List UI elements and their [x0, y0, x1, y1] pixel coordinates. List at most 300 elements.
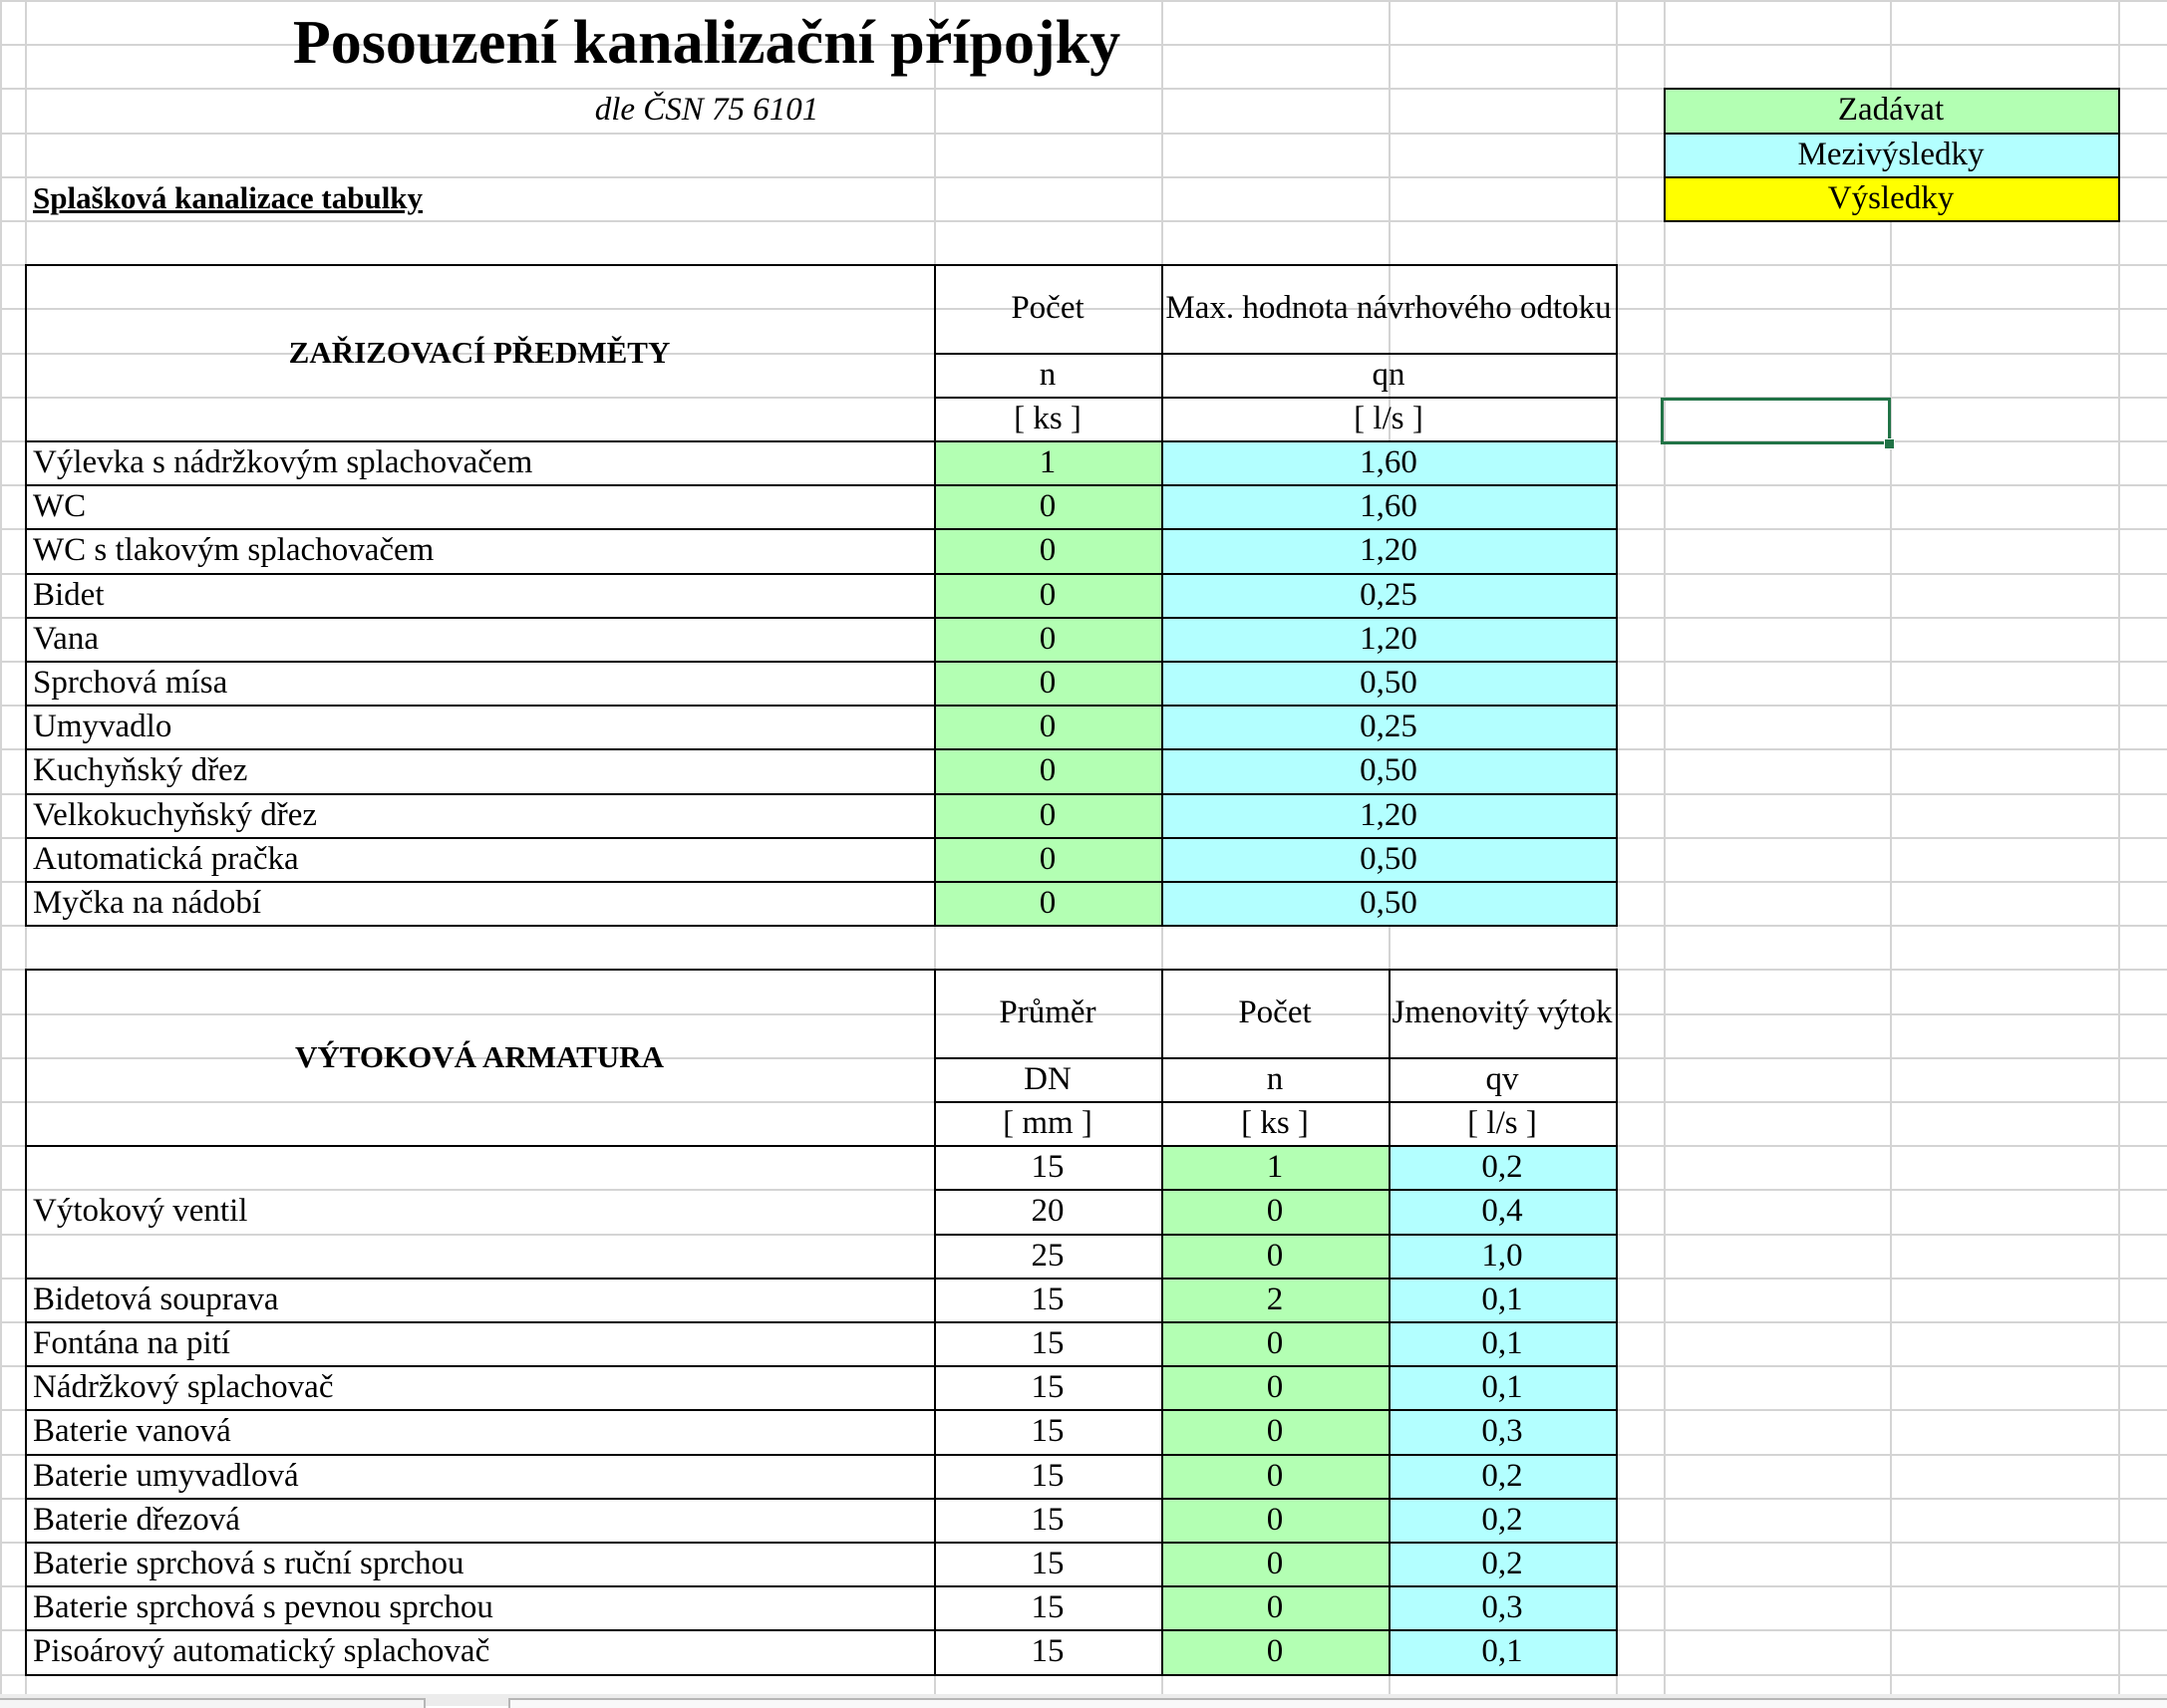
fixture-count[interactable]: 0 [1039, 620, 1057, 657]
cell-border [25, 1321, 936, 1323]
fitting-count[interactable]: 0 [1266, 1457, 1284, 1494]
cell-border [1161, 837, 1163, 883]
cell-border [934, 1498, 936, 1544]
cell-border [1161, 1542, 1163, 1587]
fitting-name: Pisoárový automatický splachovač [33, 1633, 490, 1670]
table2-count-header: Počet [1238, 995, 1312, 1031]
selected-cell[interactable] [1661, 398, 1891, 444]
table2-count-symbol: n [1266, 1060, 1284, 1097]
cell-border [1161, 837, 1618, 839]
fixture-count[interactable]: 0 [1039, 532, 1057, 569]
cell-border [2118, 88, 2120, 135]
cell-border [1161, 881, 1163, 927]
fitting-name: Baterie sprchová s ruční sprchou [33, 1545, 464, 1581]
cell-border [1161, 1189, 1391, 1191]
table2-flow-header: Jmenovitý výtok [1392, 995, 1613, 1031]
fitting-flow: 0,2 [1481, 1545, 1523, 1581]
cell-border [934, 1365, 936, 1411]
cell-border [25, 1409, 936, 1411]
cell-border [25, 837, 27, 883]
cell-border [934, 1321, 1163, 1323]
cell-border [25, 661, 936, 663]
cell-border [934, 793, 1163, 795]
cell-border [25, 925, 936, 927]
cell-border [25, 1542, 27, 1587]
cell-border [934, 1674, 1163, 1676]
cell-border [25, 617, 936, 619]
fixture-count[interactable]: 0 [1039, 840, 1057, 877]
cell-border [1161, 1365, 1163, 1411]
cell-border [934, 1145, 936, 1191]
cell-border [25, 264, 27, 442]
cell-border [1161, 1321, 1163, 1367]
cell-border [934, 617, 936, 663]
cell-border [1161, 573, 1618, 575]
section-label: Splašková kanalizace tabulky [33, 180, 424, 216]
cell-border [25, 748, 27, 795]
cell-border [1616, 661, 1618, 707]
cell-border [1161, 1674, 1391, 1676]
cell-border [934, 1454, 1163, 1456]
cell-border [1389, 969, 1618, 971]
cell-border [25, 881, 27, 927]
fitting-count[interactable]: 0 [1266, 1368, 1284, 1405]
gridline-vertical [1890, 0, 1892, 1706]
fitting-dn: 15 [1031, 1368, 1065, 1405]
fitting-flow: 0,2 [1481, 1457, 1523, 1494]
cell-border [1616, 1585, 1618, 1631]
table1-count-symbol: n [1039, 356, 1057, 393]
cell-border [934, 1365, 1163, 1367]
cell-border [934, 440, 936, 486]
cell-border [25, 1629, 936, 1631]
cell-border [934, 528, 936, 575]
cell-border [934, 1189, 936, 1236]
fixture-flow: 0,25 [1360, 576, 1417, 613]
cell-border [934, 617, 1163, 619]
cell-border [1664, 88, 1666, 135]
fitting-dn: 15 [1031, 1501, 1065, 1538]
cell-border [1389, 1278, 1391, 1323]
cell-border [1161, 484, 1163, 530]
fitting-count[interactable]: 2 [1266, 1281, 1284, 1317]
cell-border [1161, 1057, 1163, 1103]
cell-border [934, 925, 1163, 927]
fitting-name: Fontána na pití [33, 1324, 230, 1361]
cell-border [25, 1585, 936, 1587]
cell-border [25, 1674, 936, 1676]
fitting-flow: 0,3 [1481, 1413, 1523, 1450]
fitting-count[interactable]: 0 [1266, 1501, 1284, 1538]
fixture-name: Automatická pračka [33, 840, 299, 877]
cell-border [934, 969, 936, 1059]
cell-border [1616, 484, 1618, 530]
cell-border [934, 353, 936, 399]
fitting-dn: 15 [1031, 1324, 1065, 1361]
cell-border [25, 1278, 936, 1280]
cell-border [25, 1498, 27, 1544]
fitting-dn: 15 [1031, 1148, 1065, 1185]
cell-border [1616, 1234, 1618, 1280]
cell-border [1161, 1234, 1391, 1236]
fixture-count[interactable]: 0 [1039, 796, 1057, 833]
cell-border [934, 1321, 936, 1367]
sheet-tab[interactable] [0, 1698, 426, 1708]
cell-border [934, 1057, 936, 1103]
fixture-name: Velkokuchyňský dřez [33, 796, 318, 833]
cell-border [25, 440, 936, 442]
cell-border [1161, 705, 1163, 750]
cell-border [1161, 793, 1618, 795]
table1-flow-unit: [ l/s ] [1354, 400, 1423, 436]
cell-border [1389, 1498, 1391, 1544]
cell-border [934, 484, 1163, 486]
cell-border [25, 793, 27, 839]
cell-border [1616, 617, 1618, 663]
cell-border [934, 573, 936, 619]
fixture-count[interactable]: 0 [1039, 576, 1057, 613]
fitting-dn: 25 [1031, 1237, 1065, 1274]
cell-border [25, 748, 936, 750]
cell-border [1161, 617, 1163, 663]
cell-border [1389, 1542, 1618, 1544]
table1-heading: ZAŘIZOVACÍ PŘEDMĚTY [288, 334, 671, 370]
cell-border [934, 1145, 1163, 1147]
cell-border [1616, 1542, 1618, 1587]
cell-border [25, 793, 936, 795]
cell-border [25, 1409, 27, 1456]
fixture-name: Výlevka s nádržkovým splachovačem [33, 443, 533, 480]
cell-border [25, 1454, 27, 1500]
cell-border [1161, 1498, 1391, 1500]
table2-flow-unit: [ l/s ] [1467, 1104, 1537, 1141]
cell-border [934, 1454, 936, 1500]
fitting-dn: 15 [1031, 1413, 1065, 1450]
fitting-name: Baterie dřezová [33, 1501, 240, 1538]
fixture-flow: 1,60 [1360, 443, 1417, 480]
fitting-dn: 15 [1031, 1281, 1065, 1317]
cell-border [934, 969, 1163, 971]
cell-border [1161, 881, 1618, 883]
fixture-flow: 0,50 [1360, 664, 1417, 701]
cell-border [934, 1409, 1163, 1411]
cell-border [1389, 1585, 1618, 1587]
cell-border [1389, 1145, 1391, 1191]
cell-border [1616, 1189, 1618, 1236]
cell-border [1664, 176, 2120, 178]
horizontal-scrollbar[interactable] [508, 1698, 2167, 1708]
cell-border [1664, 133, 1666, 178]
cell-border [934, 1542, 936, 1587]
cell-border [25, 1321, 27, 1367]
cell-border [1389, 1365, 1391, 1411]
cell-border [25, 705, 27, 750]
cell-border [1161, 1101, 1163, 1147]
table2-dn-symbol: DN [1024, 1060, 1072, 1097]
cell-border [934, 528, 1163, 530]
cell-border [934, 1629, 1163, 1631]
cell-border [1161, 617, 1618, 619]
fitting-name: Baterie sprchová s pevnou sprchou [33, 1588, 493, 1625]
cell-border [1389, 1409, 1391, 1456]
cell-border [2118, 176, 2120, 222]
table2-dn-unit: [ mm ] [1003, 1104, 1092, 1141]
fitting-count[interactable]: 0 [1266, 1193, 1284, 1230]
cell-border [1161, 1189, 1163, 1236]
fitting-count[interactable]: 0 [1266, 1237, 1284, 1274]
cell-border [1161, 1629, 1163, 1676]
cell-border [1664, 220, 2120, 222]
cell-border [1161, 1057, 1391, 1059]
cell-border [1161, 1101, 1391, 1103]
cell-border [1161, 1321, 1391, 1323]
cell-border [934, 397, 936, 442]
table1-flow-header: Max. hodnota návrhového odtoku [1165, 290, 1612, 327]
cell-border [1616, 1498, 1618, 1544]
table1-count-header: Počet [1011, 290, 1084, 327]
cell-border [1161, 1409, 1391, 1411]
fixture-name: Bidet [33, 576, 105, 613]
cell-border [25, 661, 27, 707]
cell-border [25, 1542, 936, 1544]
cell-border [25, 440, 27, 486]
cell-border [1389, 1585, 1391, 1631]
fixture-name: Kuchyňský dřez [33, 752, 248, 789]
fixture-count[interactable]: 0 [1039, 664, 1057, 701]
cell-border [1161, 969, 1391, 971]
cell-border [934, 705, 1163, 707]
cell-border [1616, 1321, 1618, 1367]
fitting-flow: 0,2 [1481, 1148, 1523, 1185]
fitting-flow: 0,1 [1481, 1368, 1523, 1405]
legend-label: Mezivýsledky [1797, 136, 1985, 172]
cell-border [1389, 1321, 1618, 1323]
fitting-count[interactable]: 0 [1266, 1588, 1284, 1625]
cell-border [1161, 440, 1163, 486]
cell-border [25, 969, 27, 1147]
cell-border [1616, 397, 1618, 442]
cell-border [25, 264, 936, 266]
cell-border [1161, 748, 1618, 750]
cell-border [1161, 1409, 1163, 1456]
cell-border [1161, 1278, 1391, 1280]
cell-border [934, 748, 1163, 750]
cell-border [25, 1454, 936, 1456]
cell-border [1161, 1454, 1391, 1456]
cell-border [1616, 440, 1618, 486]
fitting-count[interactable]: 0 [1266, 1633, 1284, 1670]
cell-border [25, 1365, 936, 1367]
fitting-flow: 0,1 [1481, 1281, 1523, 1317]
cell-border [934, 1585, 1163, 1587]
cell-border [25, 1498, 936, 1500]
gridline-vertical [2118, 0, 2120, 1706]
page-title: Posouzení kanalizační přípojky [292, 9, 1121, 78]
cell-border [25, 1145, 27, 1280]
fixture-count[interactable]: 0 [1039, 487, 1057, 524]
cell-border [1664, 88, 2120, 90]
fixture-name: WC s tlakovým splachovačem [33, 532, 435, 569]
fixture-flow: 0,50 [1360, 884, 1417, 921]
table2-flow-symbol: qv [1485, 1060, 1519, 1097]
cell-border [1616, 573, 1618, 619]
gridline-vertical [1664, 0, 1666, 1706]
cell-border [1389, 1629, 1618, 1631]
cell-border [1161, 1542, 1391, 1544]
cell-border [1389, 1101, 1618, 1103]
cell-border [934, 573, 1163, 575]
cell-border [1616, 1409, 1618, 1456]
cell-border [934, 1278, 1163, 1280]
cell-border [1389, 1454, 1391, 1500]
cell-border [934, 264, 936, 355]
fill-handle[interactable] [1884, 438, 1895, 449]
cell-border [25, 484, 27, 530]
fixture-count[interactable]: 0 [1039, 884, 1057, 921]
cell-border [1161, 1585, 1163, 1631]
cell-border [1161, 1234, 1163, 1280]
fixture-flow: 1,20 [1360, 532, 1417, 569]
cell-border [1616, 1278, 1618, 1323]
cell-border [2118, 133, 2120, 178]
cell-border [1161, 397, 1163, 442]
fixture-count[interactable]: 1 [1039, 443, 1057, 480]
cell-border [1161, 528, 1163, 575]
cell-border [25, 969, 936, 971]
cell-border [25, 837, 936, 839]
cell-border [1616, 881, 1618, 927]
table1-flow-symbol: qn [1372, 356, 1405, 393]
cell-border [934, 1234, 936, 1280]
cell-border [934, 264, 1163, 266]
fitting-name: Baterie umyvadlová [33, 1457, 299, 1494]
cell-border [1161, 748, 1163, 795]
cell-border [1161, 573, 1163, 619]
cell-border [1616, 264, 1618, 355]
cell-border [1161, 925, 1618, 927]
cell-border [1161, 397, 1618, 399]
cell-border [1389, 1189, 1618, 1191]
fixture-flow: 0,50 [1360, 840, 1417, 877]
fixture-flow: 1,60 [1360, 487, 1417, 524]
gridline-vertical [0, 0, 2, 1706]
fitting-flow: 0,1 [1481, 1324, 1523, 1361]
fitting-dn: 15 [1031, 1588, 1065, 1625]
fixture-count[interactable]: 0 [1039, 752, 1057, 789]
cell-border [25, 1629, 27, 1676]
cell-border [1161, 353, 1618, 355]
fitting-flow: 1,0 [1481, 1237, 1523, 1274]
cell-border [1161, 1145, 1163, 1191]
fixture-name: Vana [33, 620, 99, 657]
fitting-count[interactable]: 0 [1266, 1413, 1284, 1450]
cell-border [25, 484, 936, 486]
cell-border [934, 837, 1163, 839]
cell-border [25, 705, 936, 707]
cell-border [1389, 1365, 1618, 1367]
cell-border [1161, 353, 1163, 399]
cell-border [25, 1278, 27, 1323]
cell-border [934, 837, 936, 883]
fitting-count[interactable]: 1 [1266, 1148, 1284, 1185]
cell-border [1389, 1409, 1618, 1411]
cell-border [1616, 1365, 1618, 1411]
table2-dn-header: Průměr [999, 995, 1096, 1031]
cell-border [1161, 1145, 1391, 1147]
cell-border [1389, 1057, 1618, 1059]
cell-border [25, 1585, 27, 1631]
cell-border [1389, 1629, 1391, 1676]
cell-border [1616, 1057, 1618, 1103]
cell-border [934, 1278, 936, 1323]
cell-border [1616, 528, 1618, 575]
cell-border [1389, 969, 1391, 1059]
cell-border [934, 1409, 936, 1456]
page-subtitle: dle ČSN 75 6101 [594, 92, 819, 129]
fixture-count[interactable]: 0 [1039, 708, 1057, 744]
cell-border [1161, 1365, 1391, 1367]
fitting-dn: 20 [1031, 1193, 1065, 1230]
cell-border [1161, 1629, 1391, 1631]
cell-border [1161, 1454, 1163, 1500]
fixture-flow: 0,50 [1360, 752, 1417, 789]
cell-border [1161, 661, 1163, 707]
cell-border [934, 1189, 1163, 1191]
cell-border [1161, 705, 1618, 707]
cell-border [1616, 1101, 1618, 1147]
fitting-name: Bidetová souprava [33, 1281, 279, 1317]
cell-border [934, 1101, 936, 1147]
cell-border [1161, 793, 1163, 839]
cell-border [934, 661, 936, 707]
cell-border [25, 1145, 936, 1147]
cell-border [934, 1585, 936, 1631]
cell-border [934, 881, 936, 927]
cell-border [1616, 1145, 1618, 1191]
cell-border [934, 1234, 1163, 1236]
cell-border [1389, 1321, 1391, 1367]
fitting-count[interactable]: 0 [1266, 1545, 1284, 1581]
cell-border [1389, 1454, 1618, 1456]
cell-border [934, 881, 1163, 883]
cell-border [1664, 133, 2120, 135]
fitting-name: Nádržkový splachovač [33, 1368, 334, 1405]
cell-border [1161, 1498, 1163, 1544]
fitting-flow: 0,2 [1481, 1501, 1523, 1538]
fixture-name: Myčka na nádobí [33, 884, 262, 921]
cell-border [1616, 837, 1618, 883]
table1-count-unit: [ ks ] [1014, 400, 1082, 436]
cell-border [1616, 705, 1618, 750]
cell-border [25, 573, 936, 575]
cell-border [1161, 969, 1163, 1059]
outlet-valve-name: Výtokový ventil [33, 1193, 248, 1230]
fitting-dn: 15 [1031, 1633, 1065, 1670]
fitting-name: Baterie vanová [33, 1413, 231, 1450]
cell-border [934, 440, 1163, 442]
fitting-flow: 0,1 [1481, 1633, 1523, 1670]
cell-border [1389, 1189, 1391, 1236]
cell-border [1389, 1542, 1391, 1587]
cell-border [25, 528, 27, 575]
cell-border [1161, 484, 1618, 486]
cell-border [1616, 1454, 1618, 1500]
cell-border [1161, 264, 1618, 266]
cell-border [1389, 1234, 1391, 1280]
fitting-count[interactable]: 0 [1266, 1324, 1284, 1361]
cell-border [1616, 353, 1618, 399]
cell-border [25, 1365, 27, 1411]
